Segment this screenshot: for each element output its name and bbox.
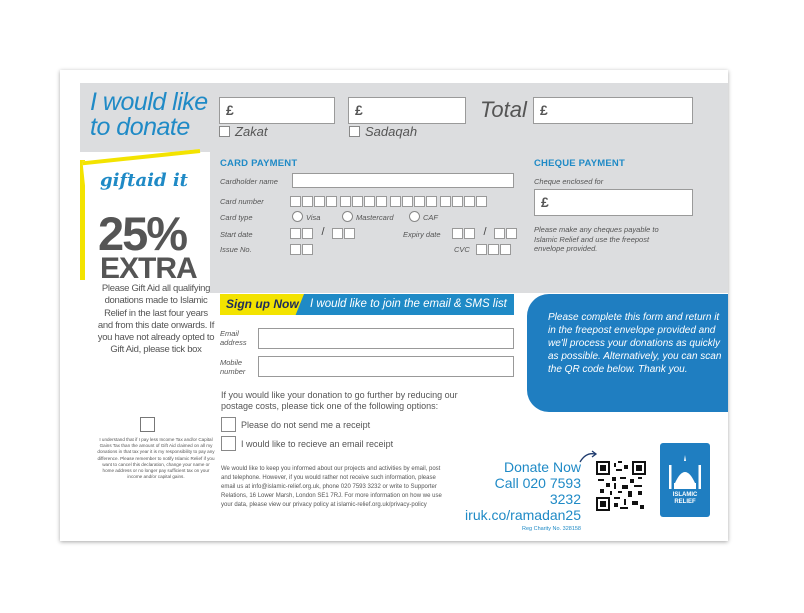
mastercard-radio[interactable] (342, 211, 353, 222)
donation-form (60, 70, 728, 541)
cardholder-field[interactable] (292, 173, 514, 188)
visa-label: Visa (306, 213, 321, 222)
giftaid-declaration: Please Gift Aid all qualifying donations made to Islamic Relief in the last four years and from this date onwards. If you have not already opted to Gift Aid, please tick box (97, 283, 215, 356)
no-receipt-label: Please do not send me a receipt (241, 420, 371, 430)
cheque-note: Please make any cheques payable to Islamic Relief and use the freepost envelope provided. (534, 225, 659, 253)
donate-url[interactable]: iruk.co/ramadan25 (465, 507, 581, 523)
email-field[interactable] (258, 328, 514, 349)
cvc-field[interactable] (476, 242, 512, 260)
card-payment-heading: CARD PAYMENT (220, 158, 298, 169)
visa-radio[interactable] (292, 211, 303, 222)
total-amount-field[interactable]: £ (533, 97, 693, 124)
sadaqah-label: Sadaqah (365, 124, 418, 139)
privacy-text: We would like to keep you informed about our projects and activities by email, post and telephone. However, if you would rather not receive such information, please email us at info@islamic-relief.org.uk, phone 020 7593 3232 or write to Supporter Relations, 16 Lower Marsh, London SE1 7RJ. For more information on how we use your data, please view our privacy policy at islamic-relief.org.uk/privacy-policy (221, 466, 442, 508)
zakat-checkbox[interactable] (219, 126, 230, 137)
giftaid-terms: I understand that if I pay less Income Tax and/or Capital Gains Tax than the amount of Gift Aid claimed on all my donations in that tax year it is my responsibility to pay any difference. Please remember to notify Islamic Relief if you want to cancel this declaration, change your name or home address or no longer pay sufficient tax on your income and/or capital gains. (97, 437, 215, 480)
zakat-label: Zakat (235, 124, 268, 139)
issue-no-label: Issue No. (220, 245, 252, 254)
cvc-label: CVC (454, 245, 470, 254)
start-date-field[interactable]: / (290, 226, 356, 244)
expiry-date-field[interactable]: / (452, 226, 518, 244)
cheque-amount-field[interactable]: £ (534, 189, 693, 216)
caf-radio[interactable] (409, 211, 420, 222)
logo-text-relief: RELIEF (674, 499, 696, 505)
card-number-label: Card number (220, 197, 264, 206)
cheque-payment-heading: CHEQUE PAYMENT (534, 158, 625, 169)
no-receipt-checkbox[interactable] (221, 417, 236, 432)
giftaid-extra: EXTRA (100, 252, 197, 285)
sadaqah-checkbox[interactable] (349, 126, 360, 137)
sadaqah-amount-field[interactable]: £ (348, 97, 466, 124)
caf-label: CAF (423, 213, 438, 222)
email-receipt-checkbox[interactable] (221, 436, 236, 451)
instructions-text: Please complete this form and return it in the freepost envelope provided and we'll process your donations as quickly as possible. Alternatively, you can scan the QR code below. Thank you. (548, 312, 722, 375)
mobile-label: Mobile number (220, 358, 246, 376)
start-date-label: Start date (220, 230, 253, 239)
arrow-icon (578, 450, 598, 464)
mobile-field[interactable] (258, 356, 514, 377)
zakat-amount-field[interactable]: £ (219, 97, 335, 124)
form-title: I would like to donate (90, 88, 208, 141)
total-label: Total (480, 97, 527, 122)
giftaid-percentage: 25% (98, 207, 187, 260)
signup-tag-text: Sign up Now (226, 297, 299, 311)
giftaid-checkbox[interactable] (140, 417, 155, 432)
giftaid-logo: giftaid it (100, 170, 188, 191)
islamic-relief-logo (660, 443, 710, 517)
donate-contact (460, 459, 581, 532)
charity-number: Reg Charity No. 328158 (521, 526, 581, 532)
receipt-options-intro: If you would like your donation to go further by reducing our postage costs, please tick one of the following options: (221, 390, 458, 411)
email-label: Email address (220, 329, 247, 347)
card-number-field[interactable] (290, 194, 520, 212)
card-type-label: Card type (220, 213, 253, 222)
donate-now-heading: Donate Now (503, 459, 581, 475)
cardholder-label: Cardholder name (220, 177, 278, 186)
signup-text: I would like to join the email & SMS list (310, 298, 507, 310)
logo-text-islamic: ISLAMIC (672, 492, 698, 498)
donate-phone: Call 020 7593 3232 (494, 475, 581, 507)
email-receipt-label: I would like to recieve an email receipt (241, 439, 394, 449)
issue-no-field[interactable] (290, 242, 314, 260)
cheque-enclosed-label: Cheque enclosed for (534, 177, 604, 186)
mastercard-label: Mastercard (356, 213, 394, 222)
expiry-date-label: Expiry date (403, 230, 441, 239)
qr-code[interactable] (596, 461, 646, 511)
